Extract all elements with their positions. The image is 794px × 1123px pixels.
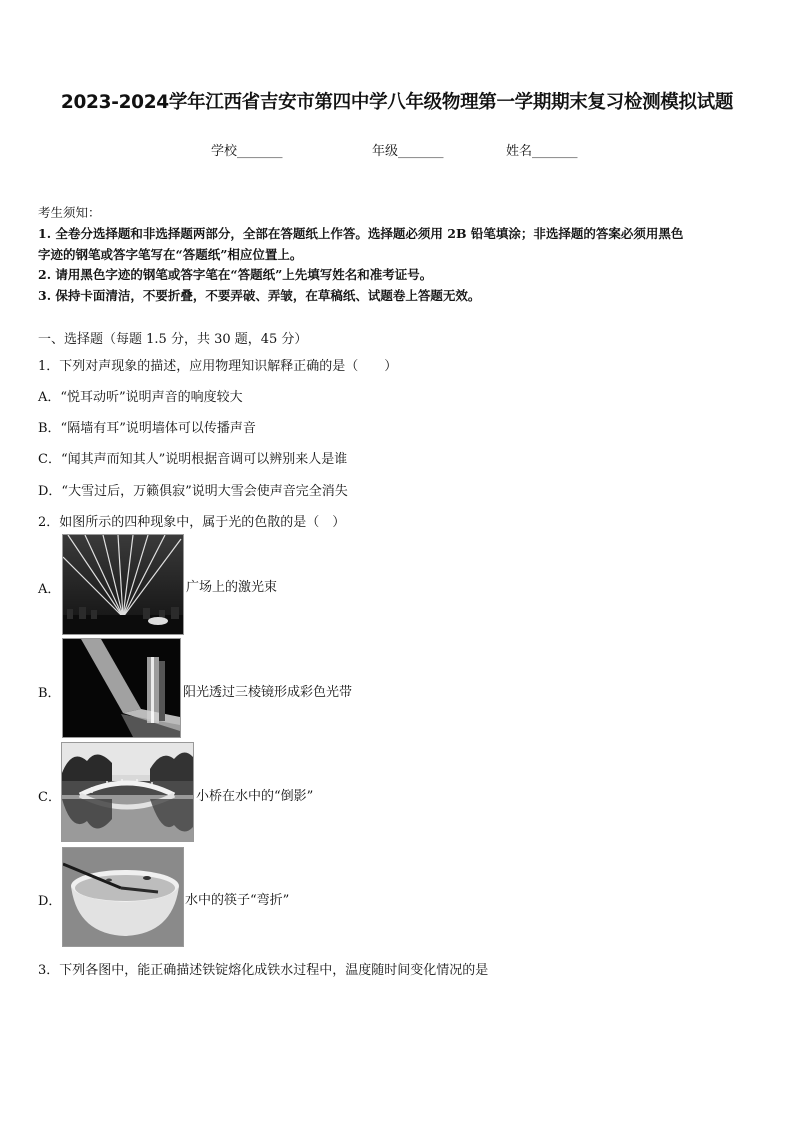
bridge-reflection-image bbox=[61, 742, 194, 842]
q1-stem: 1．下列对声现象的描述，应用物理知识解释正确的是（ ） bbox=[38, 359, 398, 374]
q2-stem: 2．如图所示的四种现象中，属于光的色散的是（ ） bbox=[38, 515, 346, 530]
q2-option-c-letter: C． bbox=[38, 790, 61, 805]
q2-option-b-caption: 阳光透过三棱镜形成彩色光带 bbox=[183, 685, 353, 700]
q2-option-b-letter: B． bbox=[38, 686, 61, 701]
q2-option-a-caption: 广场上的激光束 bbox=[186, 580, 278, 595]
school-field: 学校_______ bbox=[211, 144, 283, 159]
q1-option-a: A．“悦耳动听”说明声音的响度较大 bbox=[38, 390, 243, 405]
section-heading: 一、选择题（每题 1.5 分，共 30 题，45 分） bbox=[38, 332, 308, 347]
notice-heading: 考生须知： bbox=[38, 205, 101, 220]
notice-item-3: 3. 保持卡面清洁，不要折叠，不要弄破、弄皱，在草稿纸、试题卷上答题无效。 bbox=[38, 288, 481, 303]
chopstick-bowl-image bbox=[62, 847, 184, 947]
notice-item-2: 2. 请用黑色字迹的钢笔或答字笔在“答题纸”上先填写姓名和准考证号。 bbox=[38, 267, 433, 282]
q1-option-c: C．“闻其声而知其人”说明根据音调可以辨别来人是谁 bbox=[38, 452, 348, 467]
laser-beams-image bbox=[62, 534, 184, 635]
q3-stem: 3．下列各图中，能正确描述铁锭熔化成铁水过程中，温度随时间变化情况的是 bbox=[38, 963, 489, 978]
grade-field: 年级_______ bbox=[372, 144, 444, 159]
q2-option-c-caption: 小桥在水中的“倒影” bbox=[196, 789, 314, 804]
notice-item-1-cont: 字迹的钢笔或答字笔写在“答题纸”相应位置上。 bbox=[38, 247, 303, 262]
q2-option-d-caption: 水中的筷子“弯折” bbox=[185, 893, 290, 908]
q2-option-d-letter: D． bbox=[38, 894, 62, 909]
page-title: 2023-2024学年江西省吉安市第四中学八年级物理第一学期期末复习检测模拟试题 bbox=[60, 92, 734, 113]
prism-dispersion-image bbox=[62, 638, 181, 738]
q1-option-b: B．“隔墙有耳”说明墙体可以传播声音 bbox=[38, 421, 256, 436]
name-field: 姓名_______ bbox=[506, 144, 578, 159]
q2-option-a-letter: A． bbox=[38, 582, 61, 597]
q1-option-d: D．“大雪过后，万籁俱寂”说明大雪会使声音完全消失 bbox=[38, 484, 348, 499]
notice-item-1: 1. 全卷分选择题和非选择题两部分，全部在答题纸上作答。选择题必须用 2B 铅笔填涂；非选择题的答案必须用黑色 bbox=[38, 226, 684, 241]
